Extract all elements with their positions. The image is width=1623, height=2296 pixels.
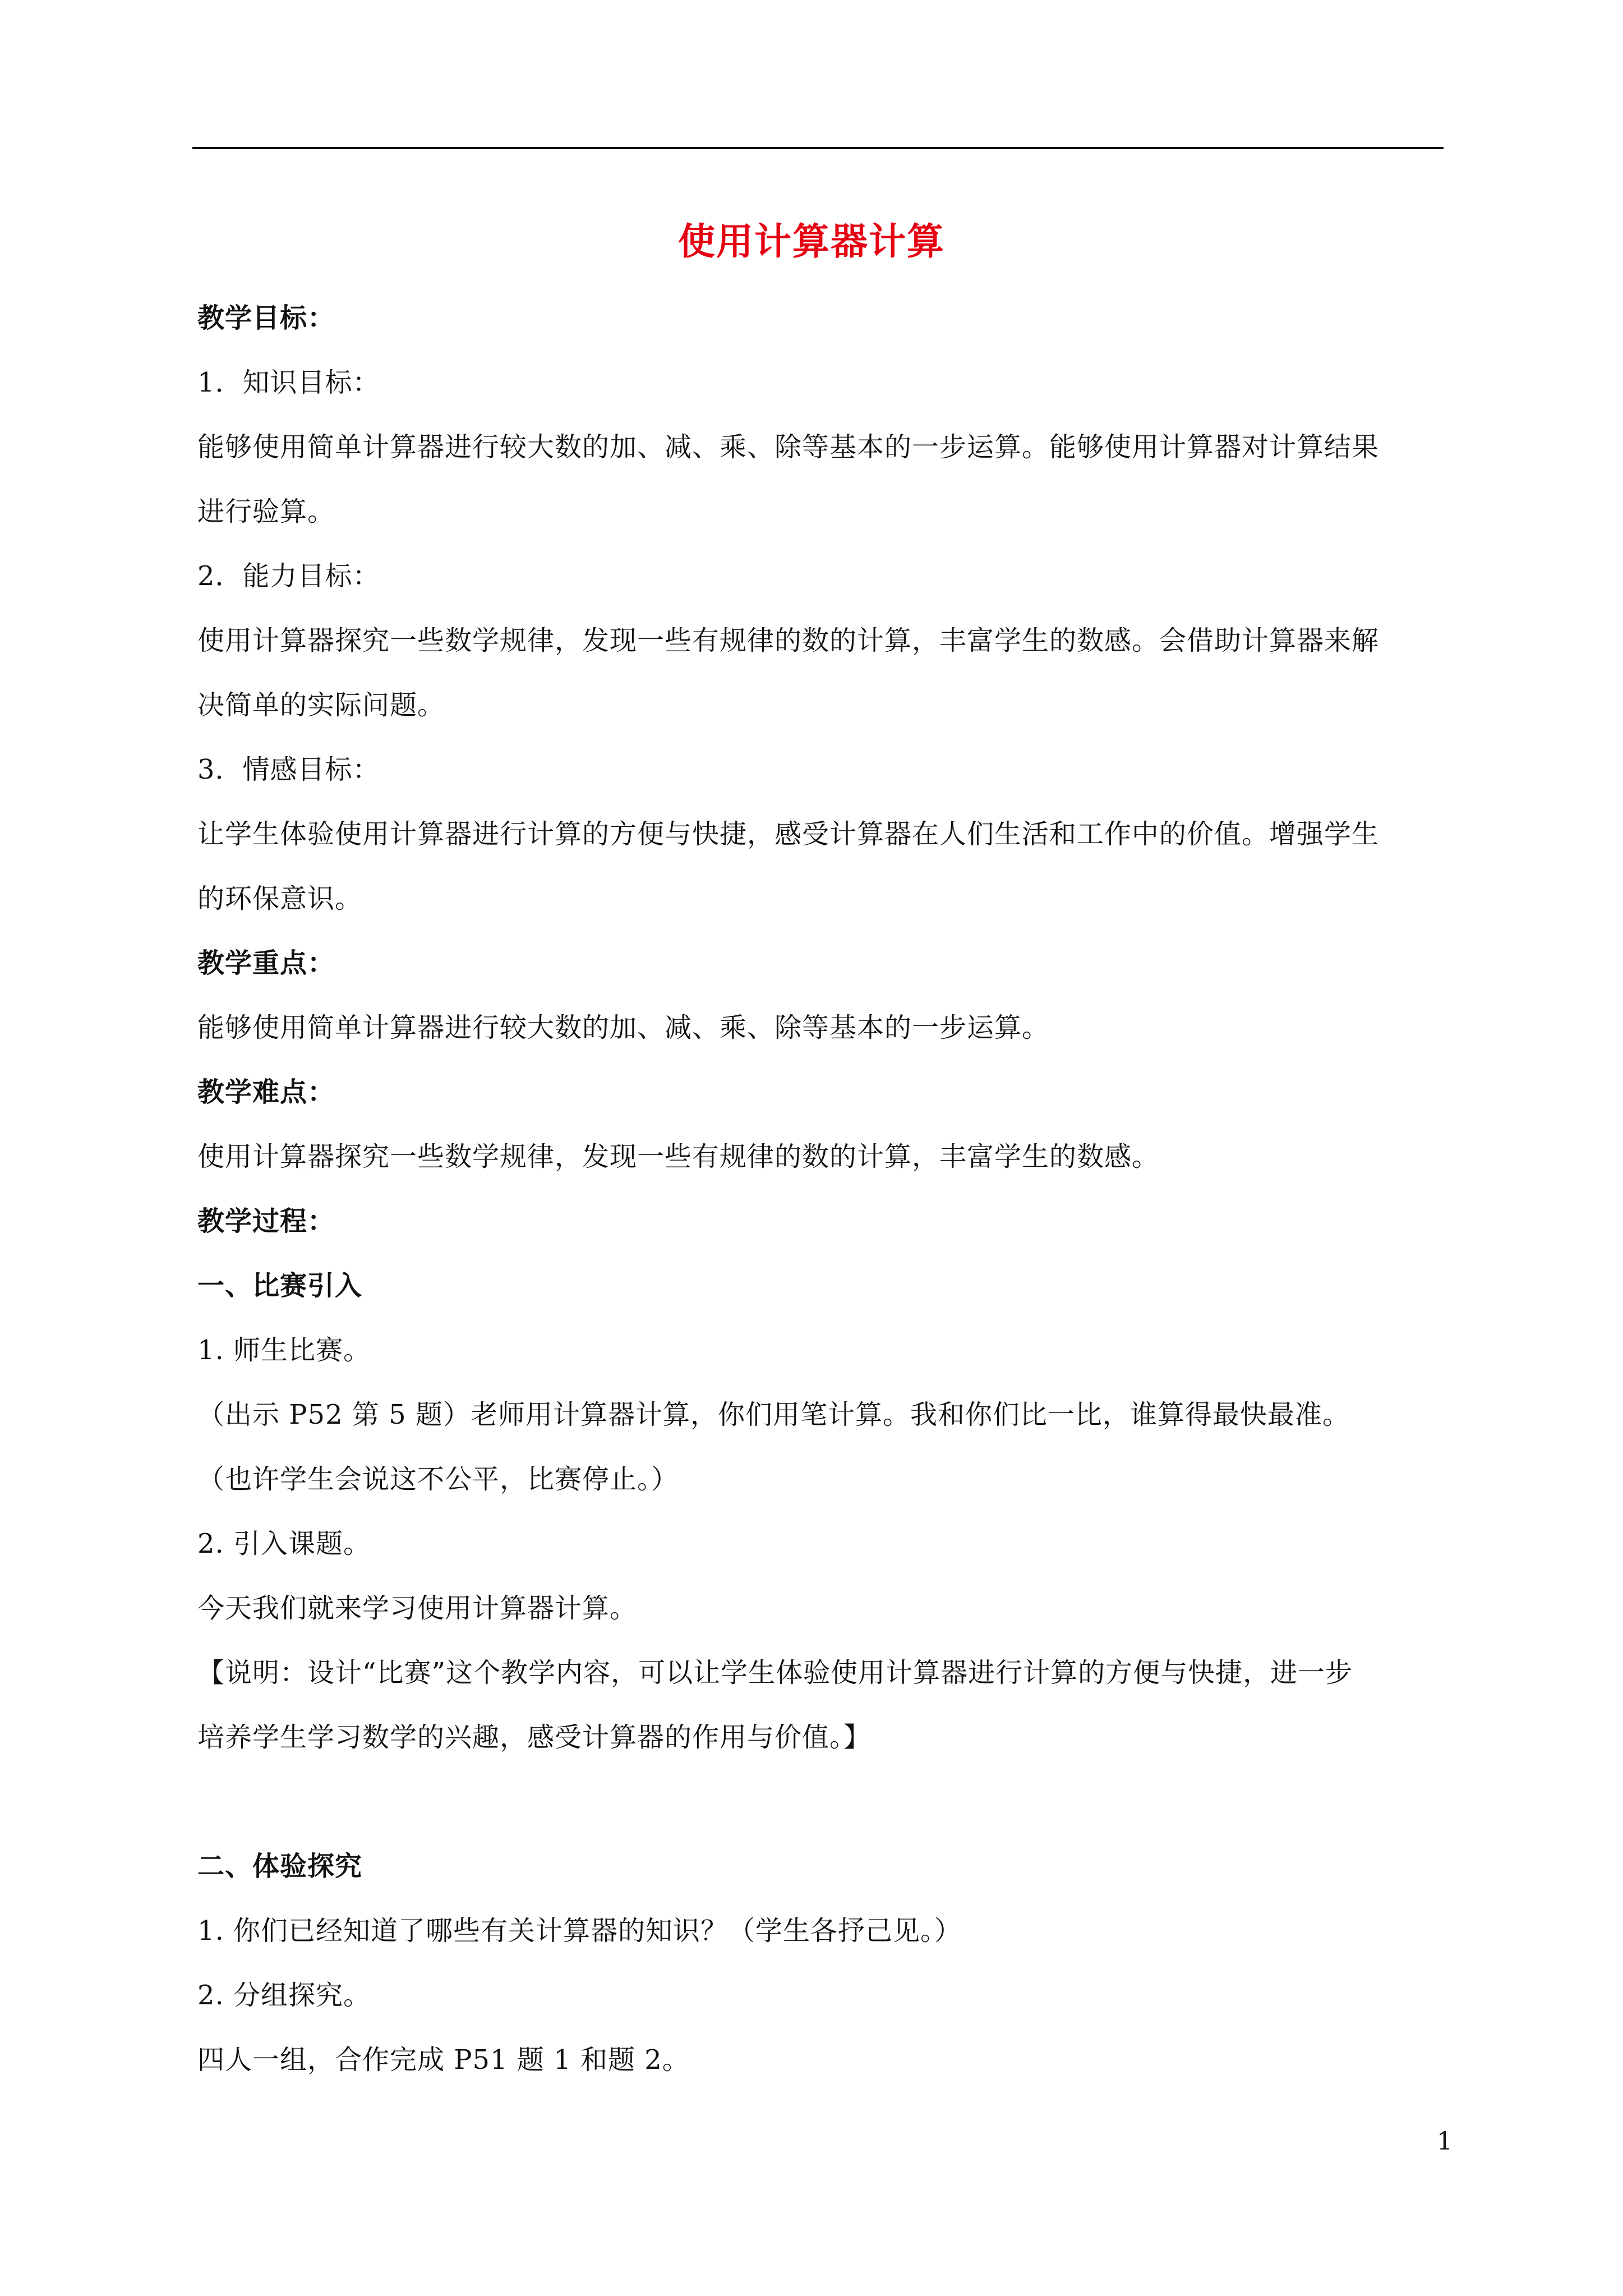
body-text-line: 的环保意识。 (197, 883, 363, 914)
body-text-line: 四人一组，合作完成 P51 题 1 和题 2。 (197, 2044, 690, 2076)
body-text-line: 1. 师生比赛。 (197, 1335, 371, 1366)
body-text-line: 2. 分组探究。 (197, 1980, 371, 2011)
body-text-line: （出示 P52 第 5 题）老师用计算器计算，你们用笔计算。我和你们比一比，谁算得最快最准。 (197, 1399, 1350, 1430)
body-text-line: 进行验算。 (197, 496, 335, 527)
section-heading: 教学难点： (197, 1076, 335, 1108)
body-text-line: 让学生体验使用计算器进行计算的方便与快捷，感受计算器在人们生活和工作中的价值。增强学生 (197, 818, 1380, 850)
body-text-line: 2．能力目标： (197, 560, 380, 592)
body-text-line: 1．知识目标： (197, 367, 380, 398)
page-number: 1 (1437, 2127, 1453, 2156)
body-text-line: 今天我们就来学习使用计算器计算。 (197, 1593, 638, 1624)
section-spacer (197, 1770, 1444, 1834)
body-text-line: 【说明：设计“比赛”这个教学内容，可以让学生体验使用计算器进行计算的方便与快捷，进一步 (197, 1657, 1353, 1688)
body-text-line: 能够使用简单计算器进行较大数的加、减、乘、除等基本的一步运算。 (197, 1012, 1050, 1043)
section-heading: 二、体验探究 (197, 1851, 363, 1882)
document-body (197, 286, 1444, 2092)
body-text-line: 能够使用简单计算器进行较大数的加、减、乘、除等基本的一步运算。能够使用计算器对计算结果 (197, 431, 1380, 463)
body-text-line: 3．情感目标： (197, 754, 380, 785)
body-text-line: 1. 你们已经知道了哪些有关计算器的知识？（学生各抒己见。） (197, 1915, 962, 1947)
section-heading: 教学目标： (197, 302, 335, 334)
body-text-line: 使用计算器探究一些数学规律，发现一些有规律的数的计算，丰富学生的数感。 (197, 1141, 1160, 1172)
body-text-line: （也许学生会说这不公平，比赛停止。） (197, 1464, 679, 1495)
body-text-line: 决简单的实际问题。 (197, 689, 445, 721)
body-text-line: 使用计算器探究一些数学规律，发现一些有规律的数的计算，丰富学生的数感。会借助计算器来解 (197, 625, 1380, 656)
body-text-line: 培养学生学习数学的兴趣，感受计算器的作用与价值。】 (197, 1722, 872, 1753)
section-heading: 一、比赛引入 (197, 1270, 363, 1301)
section-heading: 教学过程： (197, 1205, 335, 1237)
header-rule (192, 147, 1444, 149)
body-text-line: 2. 引入课题。 (197, 1528, 371, 1559)
document-title: 使用计算器计算 (678, 219, 945, 263)
section-heading: 教学重点： (197, 947, 335, 979)
